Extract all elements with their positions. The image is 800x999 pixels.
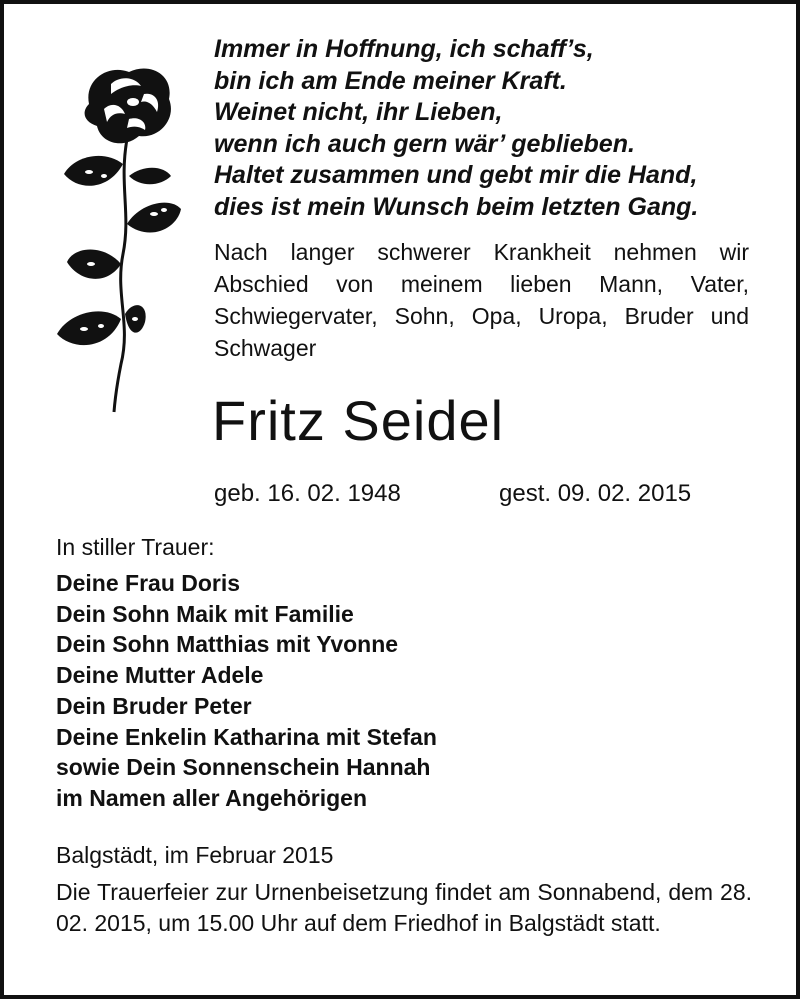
poem-line: bin ich am Ende meiner Kraft. (214, 66, 567, 95)
poem-line: Weinet nicht, ihr Lieben, (214, 98, 503, 126)
announcement-text: Nach langer schwerer Krankheit nehmen wir Abschied von meinem lieben Mann, Vater, Schwiegervater, Sohn, Opa, Uropa, Bruder und Schwager (214, 239, 749, 361)
poem-line: wenn ich auch gern wär’ geblieben. (214, 129, 635, 158)
mourning-intro: In stiller Trauer: (56, 534, 215, 560)
mourner: Deine Enkelin Katharina mit Stefan (56, 723, 437, 750)
poem-line: dies ist mein Wunsch beim letzten Gang. (214, 192, 699, 221)
birth-date: geb. 16. 02. 1948 (214, 480, 401, 507)
mourner: Dein Sohn Matthias mit Yvonne (56, 631, 399, 658)
mourner: Dein Sohn Maik mit Familie (56, 600, 354, 627)
mourner: Deine Mutter Adele (56, 662, 264, 689)
deceased-name: Fritz Seidel (212, 389, 505, 452)
mourners-list (56, 568, 437, 814)
death-date: gest. 09. 02. 2015 (499, 480, 692, 507)
poem (214, 34, 784, 223)
poem-line: Immer in Hoffnung, ich schaff’s, (214, 35, 594, 63)
place-date: Balgstädt, im Februar 2015 (56, 842, 334, 868)
mourner: Dein Bruder Peter (56, 692, 252, 719)
funeral-info: Die Trauerfeier zur Urnenbeisetzung findet am Sonnabend, dem 28. 02. 2015, um 15.00 Uhr auf dem Friedhof in Balgstädt statt. (56, 879, 752, 936)
mourner: sowie Dein Sonnenschein Hannah (56, 754, 431, 781)
mourner: im Namen aller Angehörigen (56, 784, 367, 811)
poem-line: Haltet zusammen und gebt mir die Hand, (214, 161, 698, 189)
mourner: Deine Frau Doris (56, 570, 241, 596)
rose-icon (49, 64, 199, 414)
